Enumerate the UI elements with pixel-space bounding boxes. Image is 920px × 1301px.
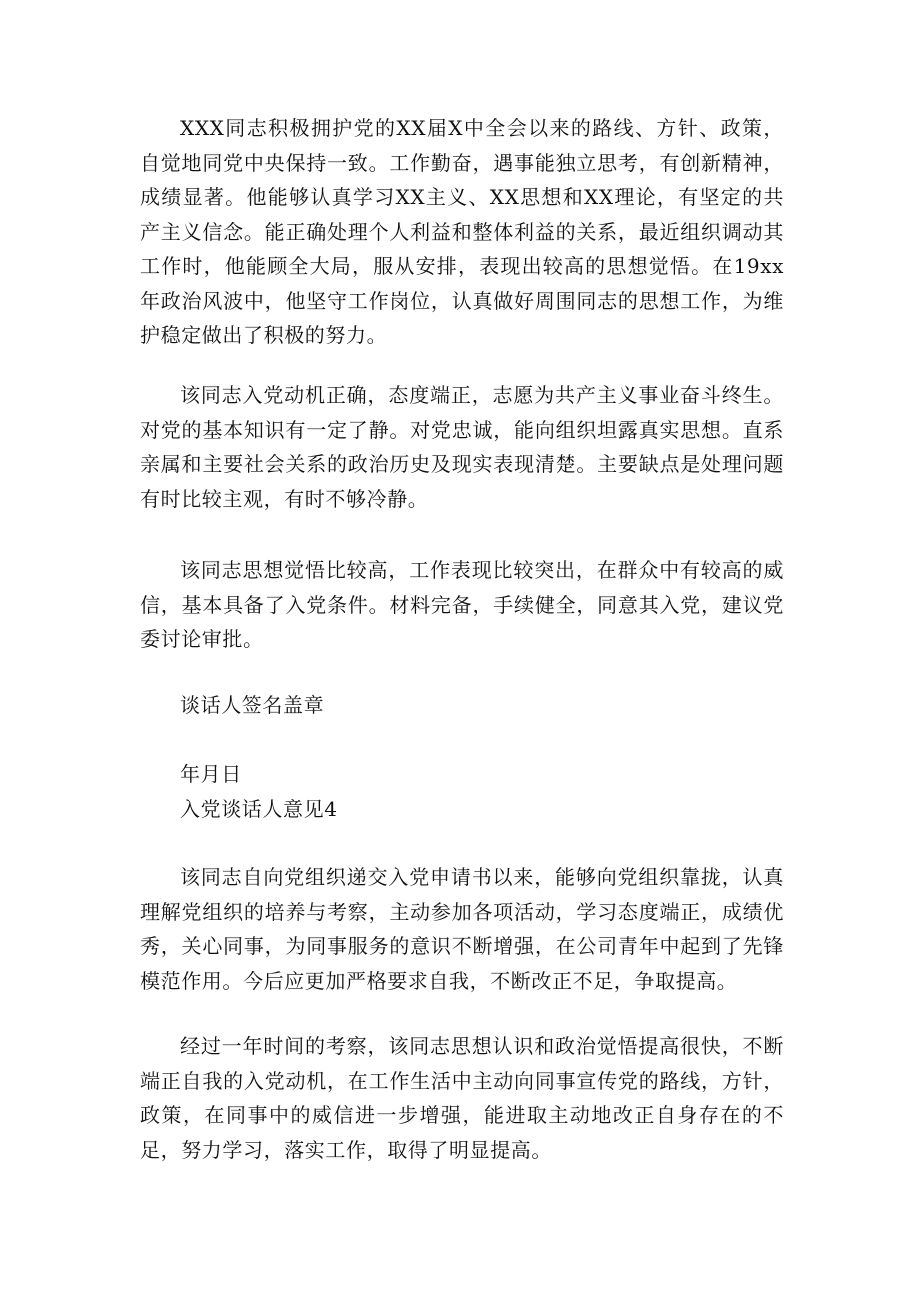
date-line: 年月日 bbox=[180, 762, 242, 786]
paragraph-3: 该同志思想觉悟比较高，工作表现比较突出，在群众中有较高的威信，基本具备了入党条件。材料完备，手续健全，同意其入党，建议党委讨论审批。 bbox=[140, 558, 784, 651]
signature-line: 谈话人签名盖章 bbox=[180, 693, 325, 717]
paragraph-4: 该同志自向党组织递交入党申请书以来，能够向党组织靠拢，认真理解党组织的培养与考察，主动参加各项活动，学习态度端正，成绩优秀，关心同事，为同事服务的意识不断增强，在公司青年中起到了先锋模范作用。今后应更加严格要求自我，不断改正不足，争取提高。 bbox=[140, 865, 784, 993]
paragraph-1: XXX同志积极拥护党的XX届X中全会以来的路线、方针、政策，自觉地同党中央保持一致。工作勤奋，遇事能独立思考，有创新精神，成绩显著。他能够认真学习XX主义、XX思想和XX理论，有坚定的共产主义信念。能正确处理个人利益和整体利益的关系，最近组织调动其工作时，他能顾全大局，服从安排，表现出较高的思想觉悟。在19xx年政治风波中，他坚守工作岗位，认真做好周围同志的思想工作，为维护稳定做出了积极的努力。 bbox=[140, 116, 784, 347]
paragraph-5: 经过一年时间的考察，该同志思想认识和政治觉悟提高很快，不断端正自我的入党动机，在工作生活中主动向同事宣传党的路线，方针，政策，在同事中的威信进一步增强，能进取主动地改正自身存在的不足，努力学习，落实工作，取得了明显提高。 bbox=[140, 1034, 784, 1162]
paragraph-2: 该同志入党动机正确，态度端正，志愿为共产主义事业奋斗终生。对党的基本知识有一定了静。对党忠诚，能向组织坦露真实思想。直系亲属和主要社会关系的政治历史及现实表现清楚。主要缺点是处理问题有时比较主观，有时不够冷静。 bbox=[140, 383, 784, 511]
section-title: 入党谈话人意见4 bbox=[180, 797, 338, 821]
